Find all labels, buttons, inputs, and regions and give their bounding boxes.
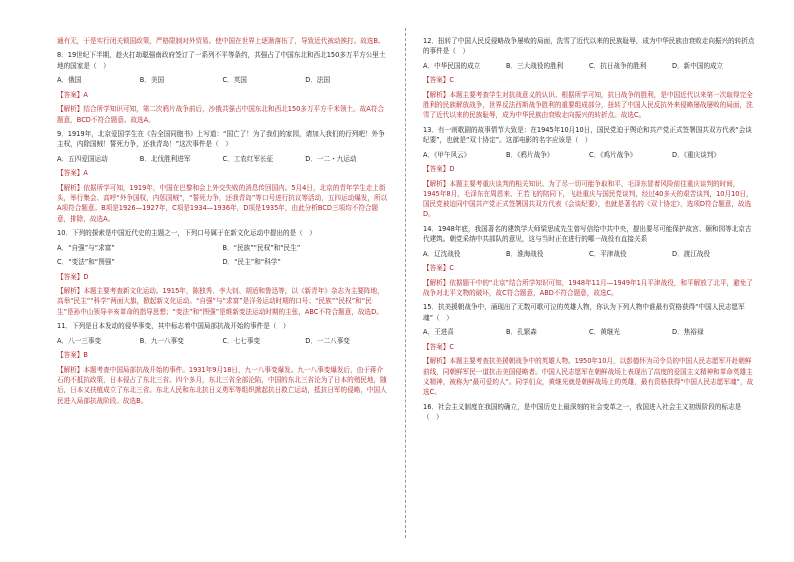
q12-option-c: C．抗日战争的胜利 <box>589 61 647 70</box>
column-divider <box>405 28 406 538</box>
q11-stem: 11．下列是日本发动的侵华事变，其中标志着中国局部抗战开始的事件是（ ） <box>57 322 290 331</box>
q12-option-b: B．三大战役的胜利 <box>506 61 564 70</box>
q14-option-a: A．辽沈战役 <box>423 249 461 258</box>
q12-option-d: D．新中国的成立 <box>672 61 724 70</box>
q15-option-c: C．黄继光 <box>589 328 620 337</box>
q14-options <box>423 249 755 259</box>
q9-option-c: C．工农红军长征 <box>222 154 274 163</box>
q8-option-c: C．英国 <box>222 76 247 85</box>
q8-option-b: B．美国 <box>139 76 165 85</box>
q8-answer: 【答案】A <box>57 90 88 99</box>
q10-option-d: D．“民主”和“科学” <box>222 258 281 267</box>
q9-stem: 9．1919年，北京爱国学生在《告全国同胞书》上写道：“国亡了！为了我们的家园，请加入我们的行列吧！外争主权，内除国贼！誓死力争，还我青岛！”这次事件是（ ） <box>57 130 385 149</box>
q10-option-c: C．“变法”和“图强” <box>57 258 115 267</box>
q9-option-b: B．北伐胜利进军 <box>139 154 191 163</box>
q11-analysis: 【解析】本题考查中国局部抗战开始的事件。1931年9月18日，九一八事变爆发。九一八事变爆发后，由于蒋介石的不抵抗政策，日本侵占了东北三省。四个多月，东北三省全部沦陷，中国的东北三省沦为了日本的殖民地，随后，日本又扶植成立了东北三省。东北人民和东北抗日义勇军等组织掀起抗日救亡运动，抵抗日军的侵略，中国人民进入局部抗战阶段。故选B。 <box>57 365 387 405</box>
q13-option-a: A．《甲午风云》 <box>423 150 471 159</box>
q15-answer: 【答案】C <box>423 342 454 351</box>
right-column <box>423 36 755 426</box>
q15-analysis: 【解析】本题主要考查抗美援朝战争中的英雄人物。1950年10月，以彭德怀为司令员的中国人民志愿军开赴朝鲜前线，同朝鲜军民一道抗击美国侵略者。中国人民志愿军在朝鲜战场上表现出了高度的爱国主义精神和革命英雄主义精神，被称为“最可爱的人”。同学们众，黄继光就是朝鲜战场上的英雄，最有资格获得“中国人民志愿军魂”，故选C。 <box>423 357 754 397</box>
q11-option-d: D．一二八事变 <box>305 336 350 345</box>
q13-option-c: C．《鸡片战争》 <box>589 150 637 159</box>
q15-stem: 15．抗美援朝战争中，涌现出了无数可歌可泣的英雄人物，你认为下列人物中谁最有资格获得“中国人民志愿军魂”（ ） <box>423 303 745 322</box>
q15-option-d: D．焦裕禄 <box>672 328 704 337</box>
q12-stem: 12．扭转了中国人民反侵略战争屡败的局面，洗雪了近代以来的民族耻辱，成为中华民族由衰败走向振兴的转折点的事件是（ ） <box>423 37 755 56</box>
intro-tail: 通有无，于是实行闭关锁国政策，严格限制对外贸易。使中国在世界上逐渐落伍了，导致近代被动挨打。故选B。 <box>57 37 385 45</box>
left-column <box>57 36 388 410</box>
q14-analysis: 【解析】依据题干中的“北京”结合所学知识可知，1948年11月—1949年1月平津战役，和平解放了北平，避免了战争对北平文物的破坏，故C符合题意，ABD不符合题意，故选C。 <box>423 278 753 297</box>
q16-stem: 16．社会主义制度在我国的确立，是中国历史上最深刻的社会变革之一，我国进入社会主义初级阶段的标志是（ ） <box>423 402 742 421</box>
q8-analysis: 【解析】结合所学知识可知，第二次鸦片战争前后，沙俄共强占中国东北和西北150多万平方千米领土。故A符合题意，BCD不符合题意。故选A。 <box>57 105 385 124</box>
q8-option-a: A．俄国 <box>57 76 82 85</box>
q8-stem: 8．19世纪下半期，趁火打劫聪强南政府签订了一系列不平等条约，共强占了中国东北和西北150多万平方公里土地的国家是（ ） <box>57 51 386 70</box>
q8-options <box>57 75 388 85</box>
q14-option-b: B．淮海战役 <box>506 249 544 258</box>
q14-option-c: C．平津战役 <box>589 249 627 258</box>
q15-option-b: B．孔繁森 <box>506 328 537 337</box>
q13-option-b: B．《鸦片战争》 <box>506 150 554 159</box>
q14-stem: 14．1948年底，我国著名的建筑学大师梁思成先生曾写信给中共中央，提出要尽可能保护故宫、颐和园等北京古代建筑。朝党采纳中共部队的意见，这与当时正在进行的哪一战役有直接关系 <box>423 224 752 244</box>
q11-option-c: C．七七事变 <box>222 336 261 345</box>
q13-analysis: 【解析】本题主要考重庆谈判的相关知识、为了尽一切可能争取和平、毛泽东冒着风险前往重庆谈判的时间，1945年8月，毛泽东在周恩来、王若飞的陪同下，飞赴重庆与国民党谈判，经过40多天的艰苦谈判，10月10日，国民党被迫同中国共产党正式签署国共双方代表《会谈纪要》，也就是著名的《双十协定》，选项D符合题意，故选D。 <box>423 179 753 219</box>
q13-option-d: D．《重庆谈判》 <box>672 150 720 159</box>
q9-option-d: D．一二・九运动 <box>305 154 357 163</box>
q10-options-row2 <box>57 257 388 267</box>
q10-option-b: B．“民族”“民权”和“民生” <box>222 243 301 252</box>
q12-analysis: 【解析】本题主要考查学生对抗战意义的认识、根据所学可知，抗日战争的胜利，是中国近代以来第一次取得完全胜利的民族解放战争，世界反法西斯战争胜利的重要组成部分，扭转了中国人民反抗外来侵略屡战屡败的局面，洗雪了近代以来的民族耻辱，成为中华民族由衰败走向振兴的转折点。故选C。 <box>423 90 753 120</box>
q8-option-d: D．法国 <box>305 76 331 85</box>
q10-stem: 10．下列的探索是中国近代史的主题之一，下列口号属于在新文化运动中提出的是（ ） <box>57 229 316 238</box>
q14-answer: 【答案】C <box>423 264 454 273</box>
q13-stem: 13．有一则歌剧的故事情节大致是：在1945年10月10日，国民党迫于舆论和共产党正式签署国共双方代表“会谈纪要”，也就是“双十协定”。这部电影的名字应该是（ ） <box>423 125 752 145</box>
q12-option-a: A．中华民国的成立 <box>423 61 481 70</box>
q15-option-a: A．王进喜 <box>423 328 454 337</box>
q12-answer: 【答案】C <box>423 76 454 85</box>
q15-options <box>423 327 755 337</box>
q9-options <box>57 154 388 164</box>
q10-option-a: A．“自强”与“求富” <box>57 243 115 252</box>
q10-options-row1 <box>57 243 388 253</box>
q14-option-d: D．渡江战役 <box>672 249 711 258</box>
q9-option-a: A．五四爱国运动 <box>57 154 108 163</box>
q11-option-b: B．九一八事变 <box>139 336 184 345</box>
q13-answer: 【答案】D <box>423 165 455 174</box>
q10-answer: 【答案】D <box>57 272 89 281</box>
q11-options <box>57 336 388 346</box>
q10-analysis: 【解析】本题主要考查新文化运动。1915年，陈独秀、李大钊、胡适和鲁迅等，以《新青年》杂志为主要阵地，高举“民主”“科学”两面大旗，掀起新文化运动。“自强”与“求富”是洋务运动时期的口号；“民族”“民权”和“民生”是孙中山领导辛亥革命的指导思想；“变法”和“图强”是维新变法运动时期的主张，ABC不符合题意，故选D。 <box>57 287 384 316</box>
q11-option-a: A．八一三事变 <box>57 336 102 345</box>
q12-options <box>423 61 755 71</box>
q9-answer: 【答案】A <box>57 169 88 178</box>
q11-answer: 【答案】B <box>57 351 88 360</box>
q9-analysis: 【解析】依据所学可知，1919年，中国在巴黎和会上外交失败的消息传回国内。5月4日，北京的青年学生走上街头，举行集会、高呼“外争国权，内惩国贼”，“誓死力争，还我青岛”等口号进行抗议等活动，五四运动爆发，所以A项符合题意。B项是1926—1927年，C项是1934—1936年，D项是1935年，由此分析BCD三项均不符合题意，排除，故选A。 <box>57 183 388 223</box>
q13-options <box>423 150 755 160</box>
